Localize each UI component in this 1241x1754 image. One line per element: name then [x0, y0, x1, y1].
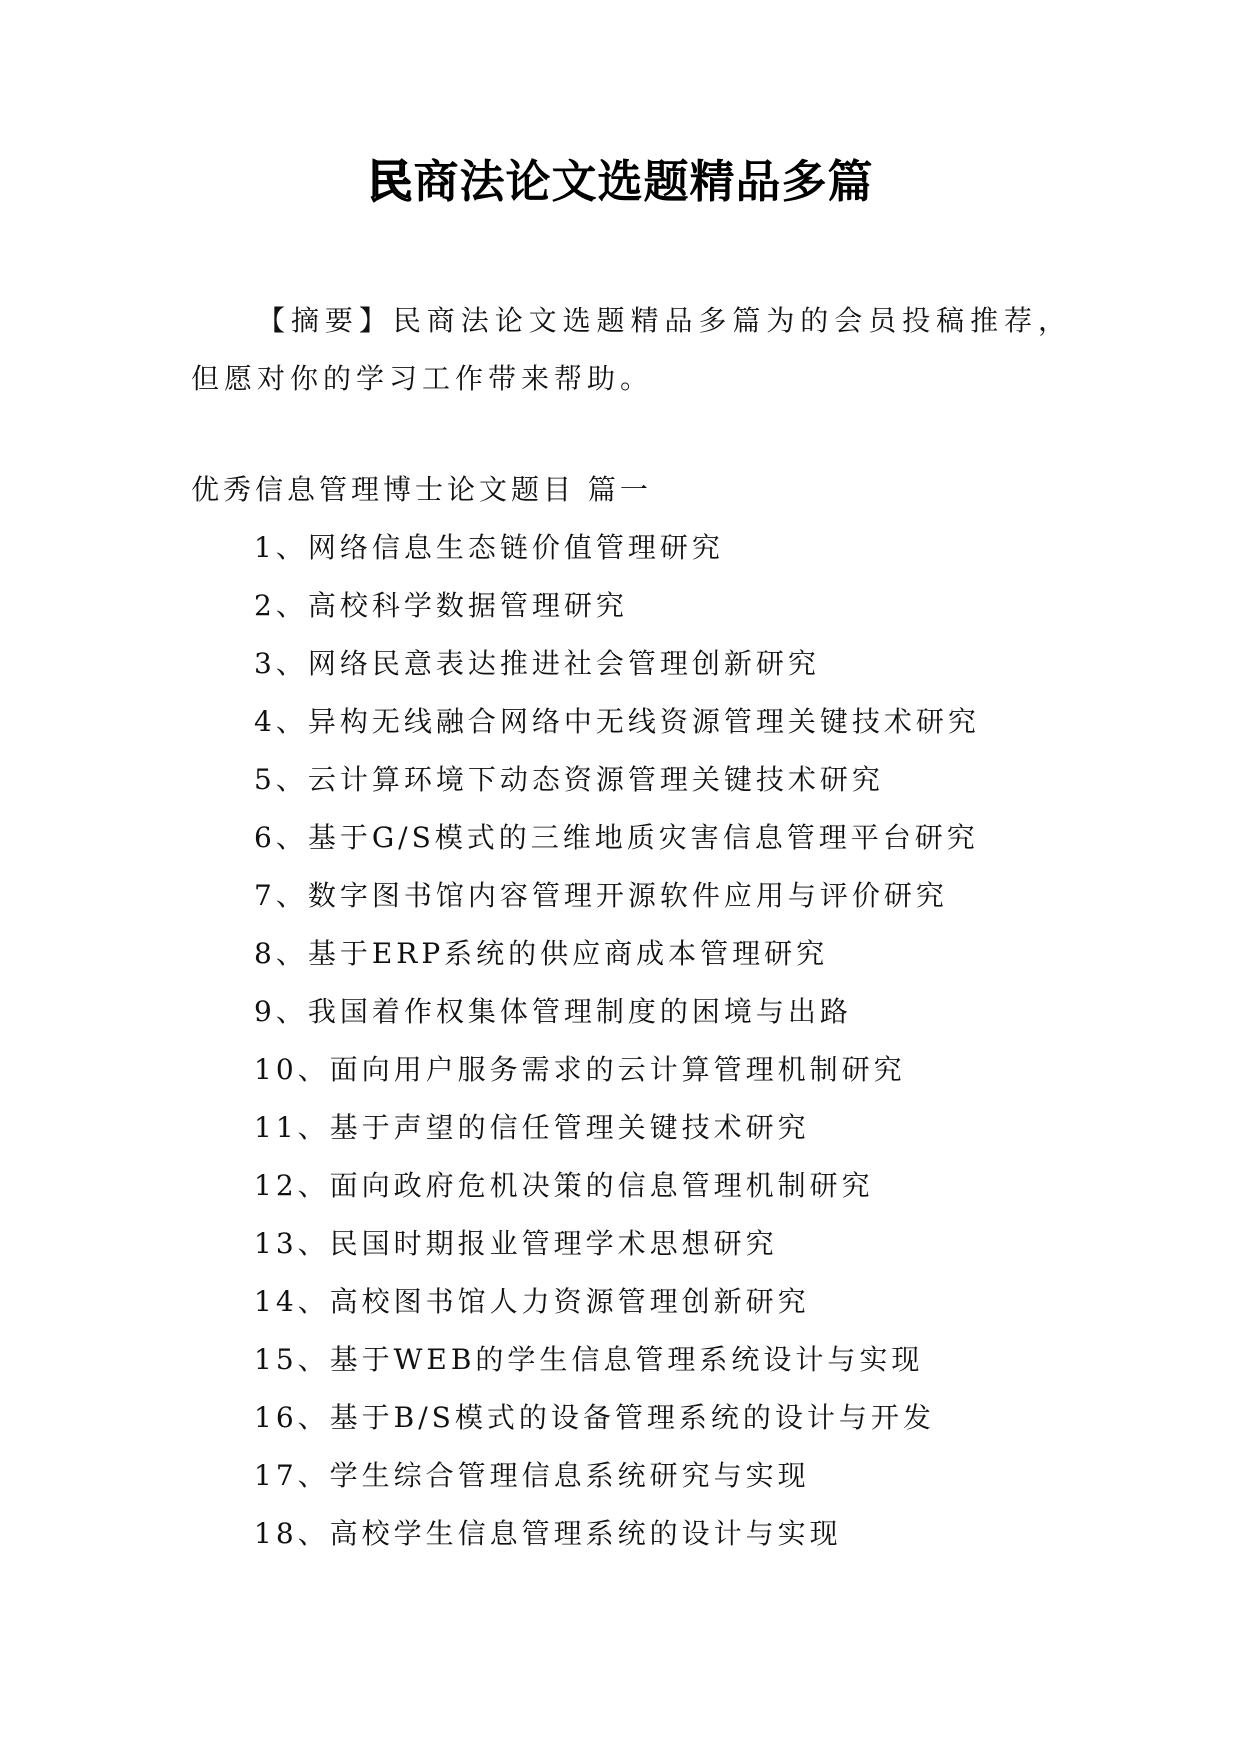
- list-item: 1、网络信息生态链价值管理研究: [254, 531, 724, 564]
- list-item: 9、我国着作权集体管理制度的困境与出路: [254, 995, 852, 1028]
- section-heading: 优秀信息管理博士论文题目 篇一: [191, 473, 652, 506]
- list-item: 2、高校科学数据管理研究: [254, 589, 628, 622]
- list-item: 18、高校学生信息管理系统的设计与实现: [254, 1517, 842, 1550]
- abstract-paragraph: 【摘要】民商法论文选题精品多篇为的会员投稿推荐，但愿对你的学习工作带来帮助。: [191, 304, 1071, 395]
- title-text: 商法论文选题精品多篇: [413, 155, 874, 208]
- list-item: 13、民国时期报业管理学术思想研究: [254, 1227, 778, 1260]
- list-item: 8、基于ERP系统的供应商成本管理研究: [254, 937, 829, 970]
- list-item: 7、数字图书馆内容管理开源软件应用与评价研究: [254, 879, 948, 912]
- list-item: 6、基于G/S模式的三维地质灾害信息管理平台研究: [254, 821, 979, 854]
- list-item: 10、面向用户服务需求的云计算管理机制研究: [254, 1053, 906, 1086]
- list-item: 16、基于B/S模式的设备管理系统的设计与开发: [254, 1401, 935, 1434]
- list-item: 11、基于声望的信任管理关键技术研究: [254, 1111, 810, 1144]
- list-item: 12、面向政府危机决策的信息管理机制研究: [254, 1169, 874, 1202]
- list-item: 4、异构无线融合网络中无线资源管理关键技术研究: [254, 705, 980, 738]
- list-item: 17、学生综合管理信息系统研究与实现: [254, 1459, 810, 1492]
- title-first-char: 民: [367, 155, 414, 208]
- list-item: 15、基于WEB的学生信息管理系统设计与实现: [254, 1343, 924, 1376]
- list-item: 5、云计算环境下动态资源管理关键技术研究: [254, 763, 884, 796]
- list-item: 3、网络民意表达推进社会管理创新研究: [254, 647, 820, 680]
- list-item: 14、高校图书馆人力资源管理创新研究: [254, 1285, 810, 1318]
- topic-list: [254, 519, 980, 1563]
- document-title: [0, 152, 1241, 212]
